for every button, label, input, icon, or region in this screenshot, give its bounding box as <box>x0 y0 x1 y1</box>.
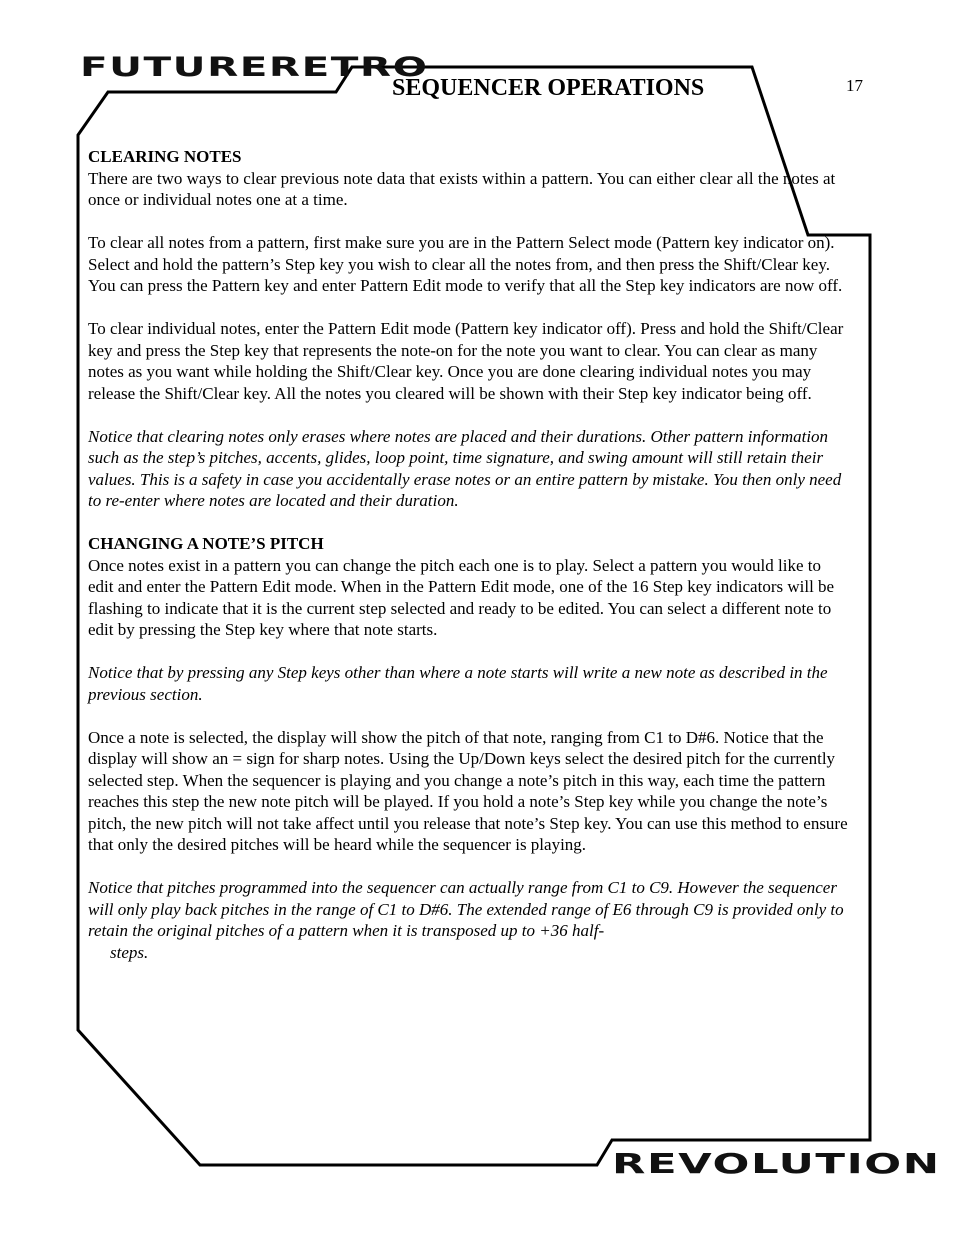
paragraph: Once notes exist in a pattern you can change the pitch each one is to play. Select a pattern you would like to edit and enter the Pattern Edit mode. When in the Pattern Edit mode, one of the 16 Step key indicators will be flashing to indicate that it is the current step selected and ready to be edited. You can select a different note to edit by pressing the Step key where that note starts. <box>88 555 835 639</box>
page-title: SEQUENCER OPERATIONS <box>392 75 705 101</box>
paragraph: Once a note is selected, the display will show the pitch of that note, ranging from C1 to D#6. Notice that the display will show an = sign for sharp notes. Using the Up/Down keys select the desired pitch for the currently selected step. When the sequencer is playing and you change a note’s pitch in this way, each time the pattern reaches this step the new note pitch will be played. If you hold a note’s Step key while you change the note’s pitch, the new pitch will not take affect until you release that note’s Step key. You can use this method to ensure that only the desired pitches will be heard while the sequencer is playing. <box>88 727 848 854</box>
paragraph: There are two ways to clear previous note data that exists within a pattern. You can either clear all the notes at once or individual notes one at a time. <box>88 168 836 209</box>
futureretro-logo: FUTURERETRO <box>80 52 429 83</box>
section-heading: CLEARING NOTES <box>88 147 242 166</box>
note-text: Notice that pitches programmed into the sequencer can actually range from C1 to C9. However the sequencer will only play back pitches in the range of C1 to D#6. The extended range of E6 through C9 is provided only to retain the original pitches of a pattern when it is transposed up to +36 half- <box>88 878 844 940</box>
section-heading: CHANGING A NOTE’S PITCH <box>88 534 324 553</box>
section-clearing-notes <box>88 146 848 512</box>
note-paragraph: Notice that clearing notes only erases where notes are placed and their durations. Other pattern information such as the step’s pitches, accents, glides, loop point, time signature, and swing amount will still retain their values. This is a safety in case you accidentally erase notes or an entire pattern by mistake. You then only need to re-enter where notes are located and their duration. <box>88 426 842 510</box>
page-number: 17 <box>846 76 863 95</box>
paragraph: To clear all notes from a pattern, first make sure you are in the Pattern Select mode (Pattern key indicator on). Select and hold the pattern’s Step key you wish to clear all the notes from, and then press the Shift/Clear key. You can press the Pattern key and enter Pattern Edit mode to verify that all the Step key indicators are now off. <box>88 233 843 295</box>
note-text-tail: steps. <box>110 942 149 962</box>
note-paragraph <box>88 877 848 963</box>
note-paragraph: Notice that by pressing any Step keys other than where a note starts will write a new note as described in the previous section. <box>88 663 828 704</box>
revolution-logo: REVOLUTION <box>612 1147 941 1180</box>
paragraph: To clear individual notes, enter the Pattern Edit mode (Pattern key indicator off). Press and hold the Shift/Clear key and press the Step key that represents the note-on for the note you want to clear. You can clear as many notes as you want while holding the Shift/Clear key. Once you are done clearing individual notes you may release the Shift/Clear key. All the notes you cleared will be shown with their Step key indicator being off. <box>88 319 844 403</box>
page-content <box>88 146 848 985</box>
section-changing-pitch <box>88 533 848 963</box>
